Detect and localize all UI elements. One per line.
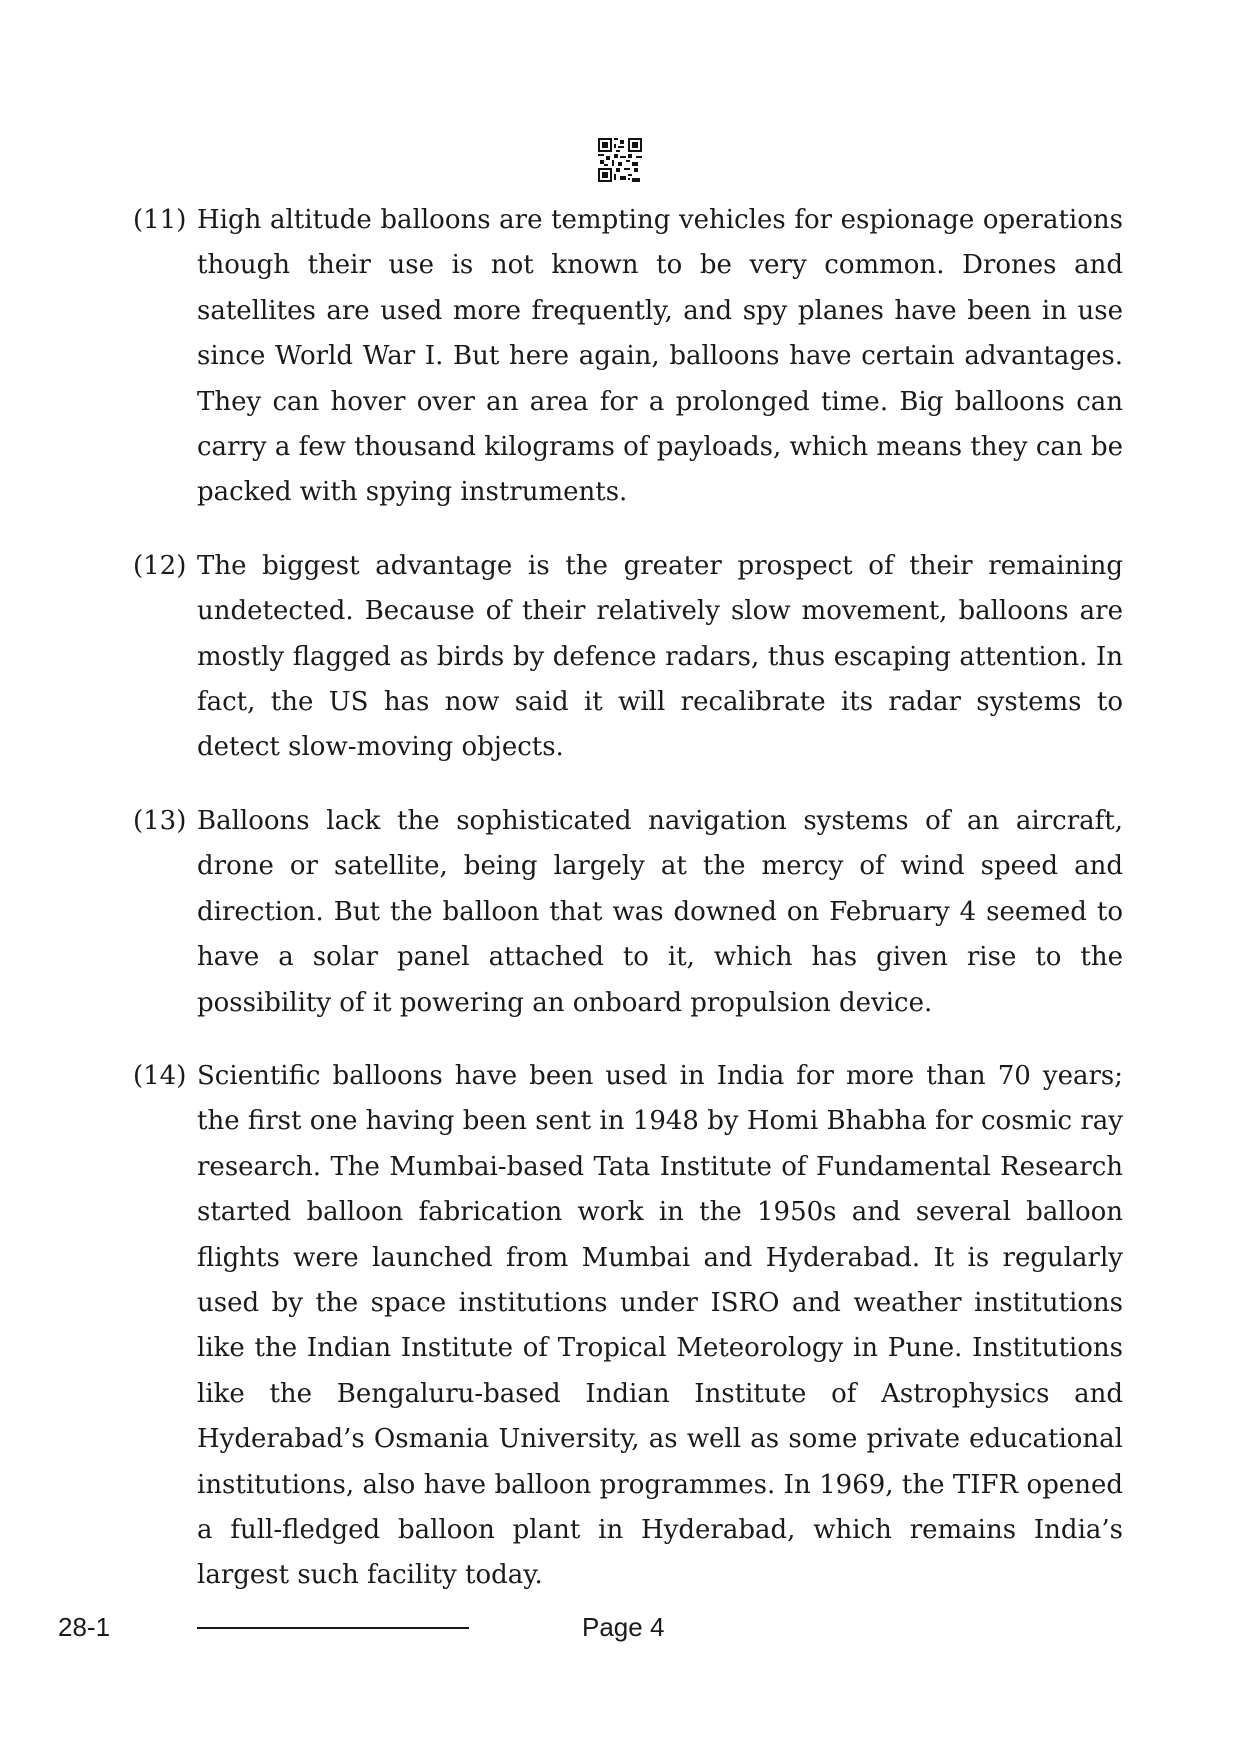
paragraph-text: Balloons lack the sophisticated navigation systems of an aircraft, drone or satellite, being largely at the mercy of wind speed and direction. But the balloon that was downed on February 4 seemed to have a solar panel attached to it, which has given rise to the possibility of it powering an onboard propulsion device. [197, 805, 1123, 1018]
paragraph-text: The biggest advantage is the greater prospect of their remaining undetected. Because of their relatively slow movement, balloons are mostly flagged as birds by defence radars, thus escaping attention. In fact, the US has now said it will recalibrate its radar systems to detect slow-moving objects. [197, 550, 1123, 763]
paragraph-text: Scientific balloons have been used in India for more than 70 years; the first one having been sent in 1948 by Homi Bhabha for cosmic ray research. The Mumbai-based Tata Institute of Fundamental Research started balloon fabrication work in the 1950s and several balloon flights were launched from Mumbai and Hyderabad. It is regularly used by the space institutions under ISRO and weather institutions like the Indian Institute of Tropical Meteorology in Pune. Institutions like the Bengaluru-based Indian Institute of Astrophysics and Hyderabad’s Osmania University, as well as some private educational institutions, also have balloon programmes. In 1969, the TIFR opened a full-fledged balloon plant in Hyderabad, which remains India’s largest such facility today. [197, 1060, 1123, 1591]
document-body [133, 198, 1123, 1627]
paper-code: 28-1 [58, 1612, 111, 1642]
paragraph-11 [133, 198, 1123, 516]
paragraph-number: (11) [133, 205, 187, 235]
paragraph-13 [133, 799, 1123, 1026]
paragraph-12 [133, 544, 1123, 771]
footer-divider [197, 1627, 469, 1629]
paragraph-number: (12) [133, 550, 187, 581]
paragraph-text: High altitude balloons are tempting vehicles for espionage operations though their use is not known to be very common. Drones and satellites are used more frequently, and spy planes have been in use since World War I. But here again, balloons have certain advantages. They can hover over an area for a prolonged time. Big balloons can carry a few thousand kilograms of payloads, which means they can be packed with spying instruments. [197, 205, 1123, 508]
page-number: Page 4 [582, 1612, 665, 1642]
qr-code-icon [598, 138, 642, 182]
paragraph-number: (13) [133, 805, 187, 836]
paragraph-14 [133, 1054, 1123, 1599]
paragraph-number: (14) [133, 1060, 187, 1091]
